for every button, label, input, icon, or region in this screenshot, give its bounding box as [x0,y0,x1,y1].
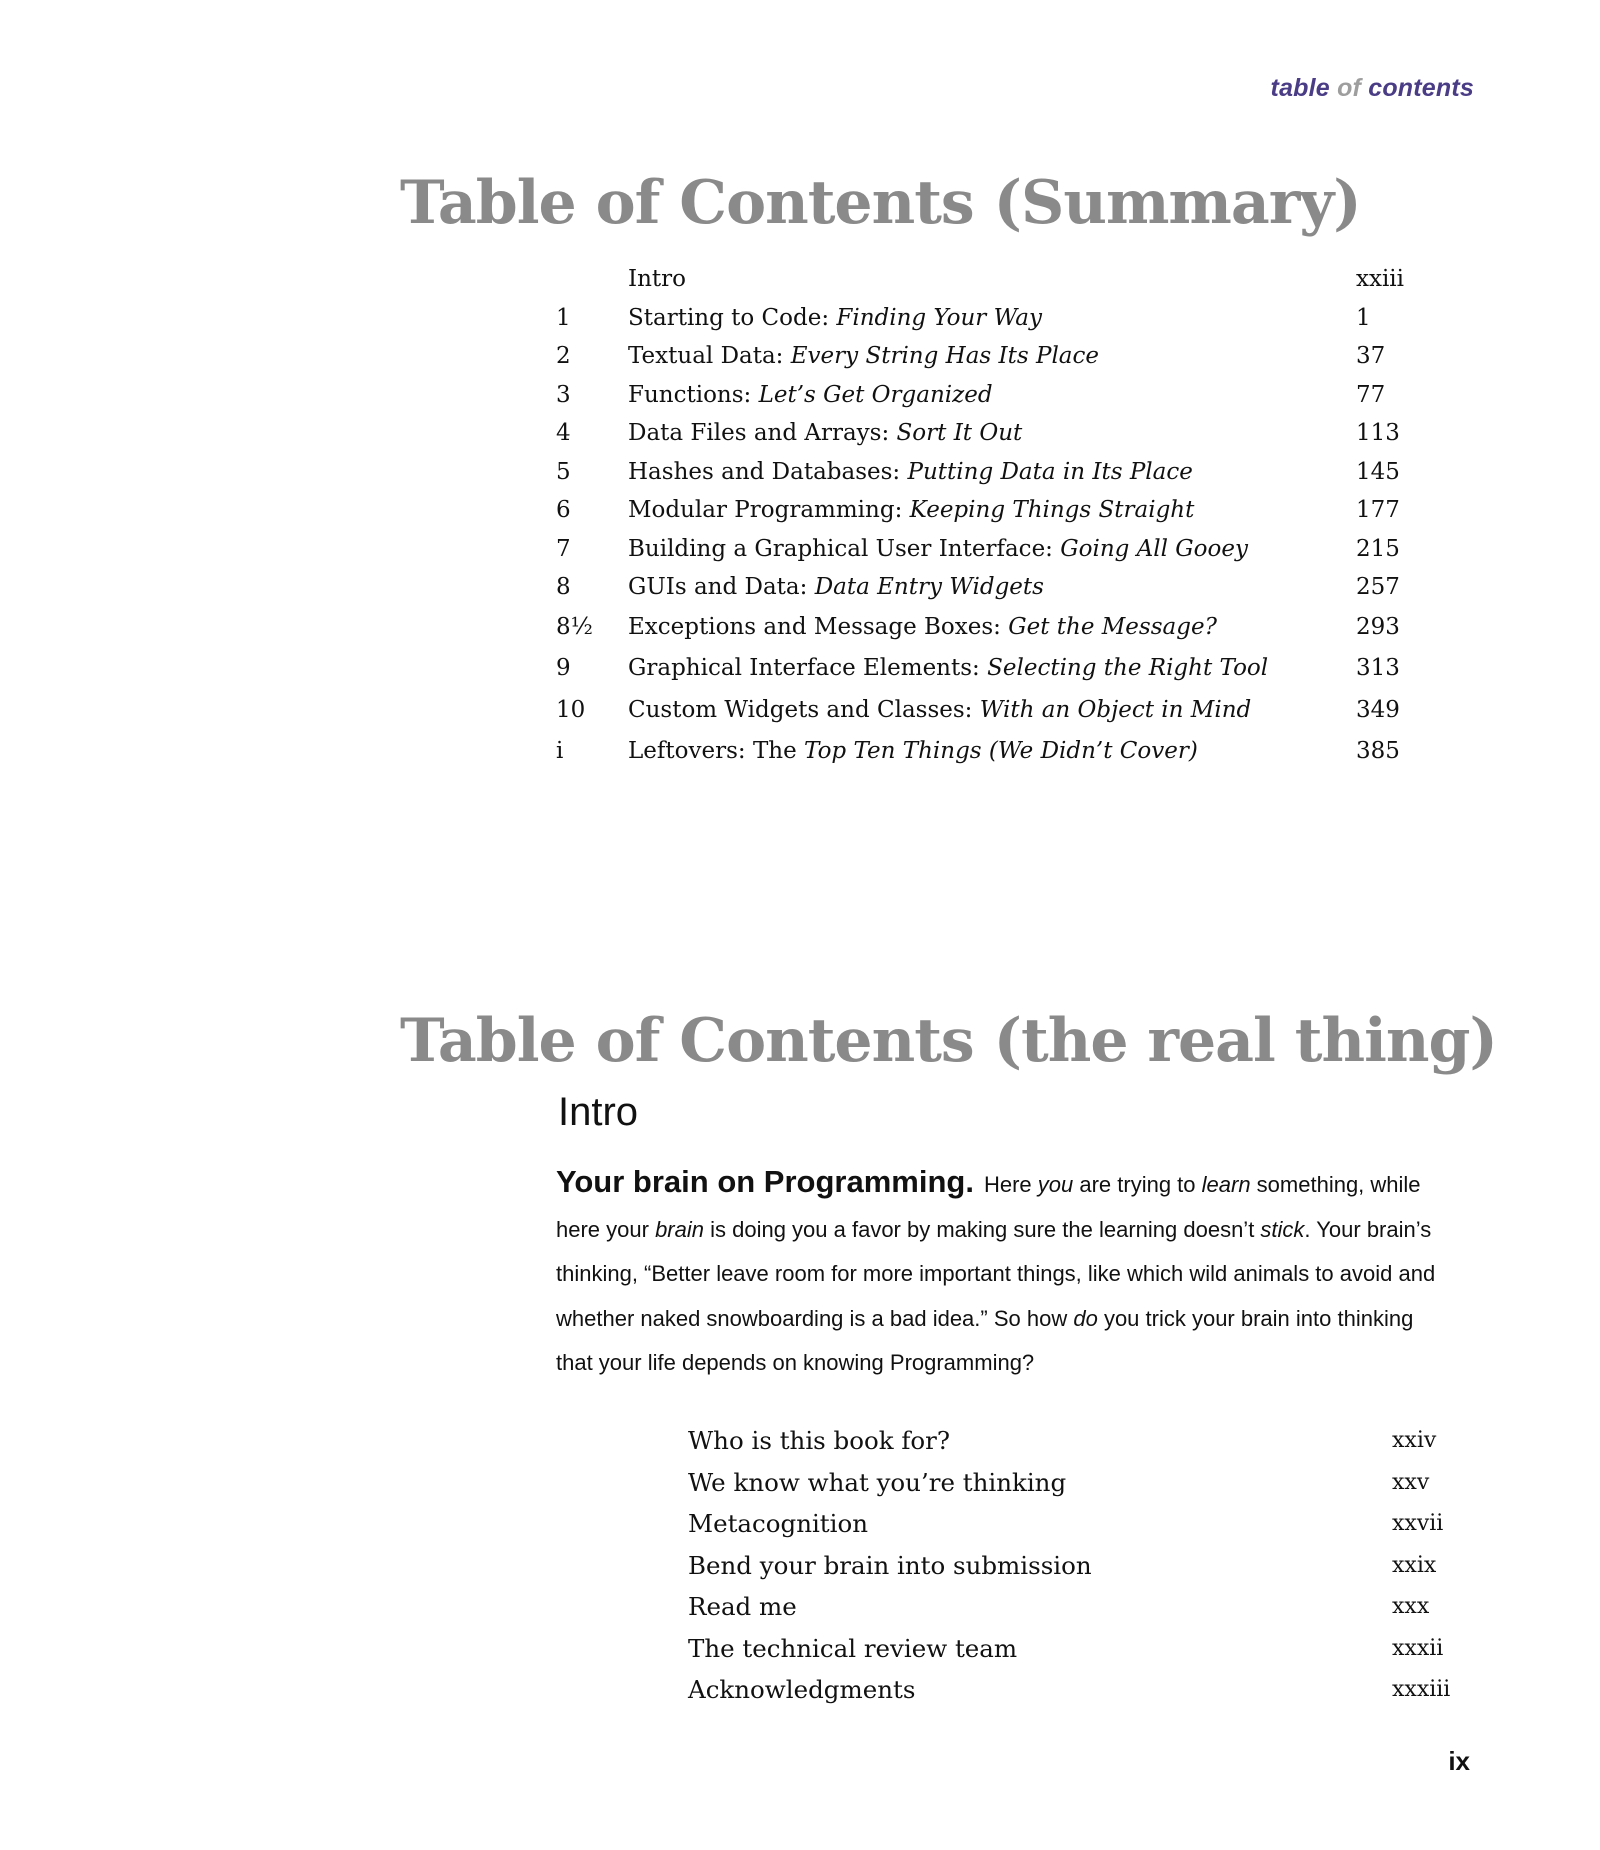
intro-paragraph: Your brain on Programming. Here you are trying to learn something, while here your brain is doing you a favor by making sure the learning doesn’t stick. Your brain’s thinking, “Better leave room for more important things, like which wild animals to avoid and whether naked snowboarding is a bad idea.” So how do you trick your brain into thinking that your life depends on knowing Programming? [556,1164,1436,1375]
intro-heading: Intro [558,1090,639,1134]
intro-toc-row[interactable] [688,1586,1468,1628]
intro-toc-row[interactable] [688,1462,1468,1504]
toc-row[interactable] [556,568,1416,607]
chapter-title: Starting to Code: Finding Your Way [628,304,1042,331]
chapter-title: Intro [628,266,686,292]
chapter-page: 113 [1356,420,1400,446]
chapter-page: 215 [1356,535,1400,562]
chapter-page: xxiii [1356,266,1405,292]
chapter-page: 313 [1356,655,1400,681]
chapter-page: 37 [1356,343,1386,369]
intro-entry-page: xxvii [1392,1511,1444,1536]
chapter-number: 1 [556,304,571,331]
intro-entry-label: Bend your brain into submission [688,1550,1092,1580]
toc-summary-list [556,260,1416,773]
chapter-title: Modular Programming: Keeping Things Straight [628,497,1195,523]
intro-entry-page: xxx [1392,1594,1430,1619]
intro-lead: Your brain on Programming. [556,1164,974,1199]
chapter-page: 349 [1356,696,1400,723]
toc-row[interactable] [556,530,1416,569]
chapter-title: Functions: Let’s Get Organized [628,381,993,408]
chapter-number: 8 [556,574,571,600]
chapter-title: Building a Graphical User Interface: Going All Gooey [628,535,1248,562]
toc-row[interactable] [556,453,1416,492]
intro-entry-page: xxiv [1392,1428,1437,1453]
intro-entry-page: xxxiii [1392,1677,1451,1702]
intro-toc-row[interactable] [688,1503,1468,1545]
chapter-number: 5 [556,458,571,485]
intro-entry-label: Acknowledgments [688,1675,916,1704]
chapter-title: Custom Widgets and Classes: With an Object in Mind [628,696,1252,723]
chapter-page: 293 [1356,613,1400,640]
chapter-number: 10 [556,696,586,723]
toc-row[interactable] [556,731,1416,773]
chapter-number: 9 [556,655,571,681]
chapter-page: 77 [1356,381,1386,408]
chapter-number: 4 [556,420,571,446]
toc-row[interactable] [556,376,1416,415]
intro-toc-list [688,1420,1468,1711]
running-header-word-table: table [1270,74,1330,102]
running-header [1271,74,1474,103]
chapter-page: 385 [1356,738,1400,764]
chapter-number: 7 [556,535,571,562]
chapter-page: 177 [1356,497,1400,523]
chapter-title: Textual Data: Every String Has Its Place [628,343,1100,369]
intro-entry-page: xxv [1392,1469,1430,1495]
running-header-word-contents: contents [1368,74,1474,102]
intro-entry-label: Read me [688,1592,797,1621]
chapter-number: 6 [556,497,571,523]
toc-row[interactable] [556,607,1416,649]
toc-row[interactable] [556,414,1416,453]
intro-toc-row[interactable] [688,1420,1468,1462]
intro-entry-label: The technical review team [688,1633,1018,1663]
intro-toc-row[interactable] [688,1628,1468,1670]
intro-entry-page: xxix [1392,1552,1437,1578]
chapter-page: 1 [1356,304,1371,331]
chapter-page: 145 [1356,458,1400,485]
intro-toc-row[interactable] [688,1669,1468,1711]
chapter-number: 2 [556,343,571,369]
intro-toc-row[interactable] [688,1545,1468,1587]
toc-row[interactable] [556,491,1416,530]
chapter-title: GUIs and Data: Data Entry Widgets [628,574,1044,600]
real-toc-title: Table of Contents (the real thing) [400,1006,1497,1076]
summary-title: Table of Contents (Summary) [400,168,1361,238]
page-number: ix [1448,1746,1470,1776]
chapter-number: 8½ [556,613,593,640]
intro-entry-page: xxxii [1392,1635,1444,1661]
chapter-title: Data Files and Arrays: Sort It Out [628,420,1023,446]
intro-entry-label: Who is this book for? [688,1426,950,1455]
chapter-number: 3 [556,381,571,408]
chapter-title: Leftovers: The Top Ten Things (We Didn’t Cover) [628,738,1198,764]
toc-row[interactable] [556,260,1416,299]
running-header-word-of: of [1337,74,1362,102]
chapter-number: i [556,738,564,764]
chapter-page: 257 [1356,574,1400,600]
chapter-title: Exceptions and Message Boxes: Get the Message? [628,613,1217,640]
intro-entry-label: We know what you’re thinking [688,1467,1067,1497]
toc-row[interactable] [556,299,1416,338]
toc-row[interactable] [556,690,1416,732]
chapter-title: Hashes and Databases: Putting Data in Its Place [628,458,1193,485]
intro-entry-label: Metacognition [688,1509,869,1538]
toc-row[interactable] [556,648,1416,690]
toc-row[interactable] [556,337,1416,376]
chapter-title: Graphical Interface Elements: Selecting the Right Tool [628,655,1269,681]
